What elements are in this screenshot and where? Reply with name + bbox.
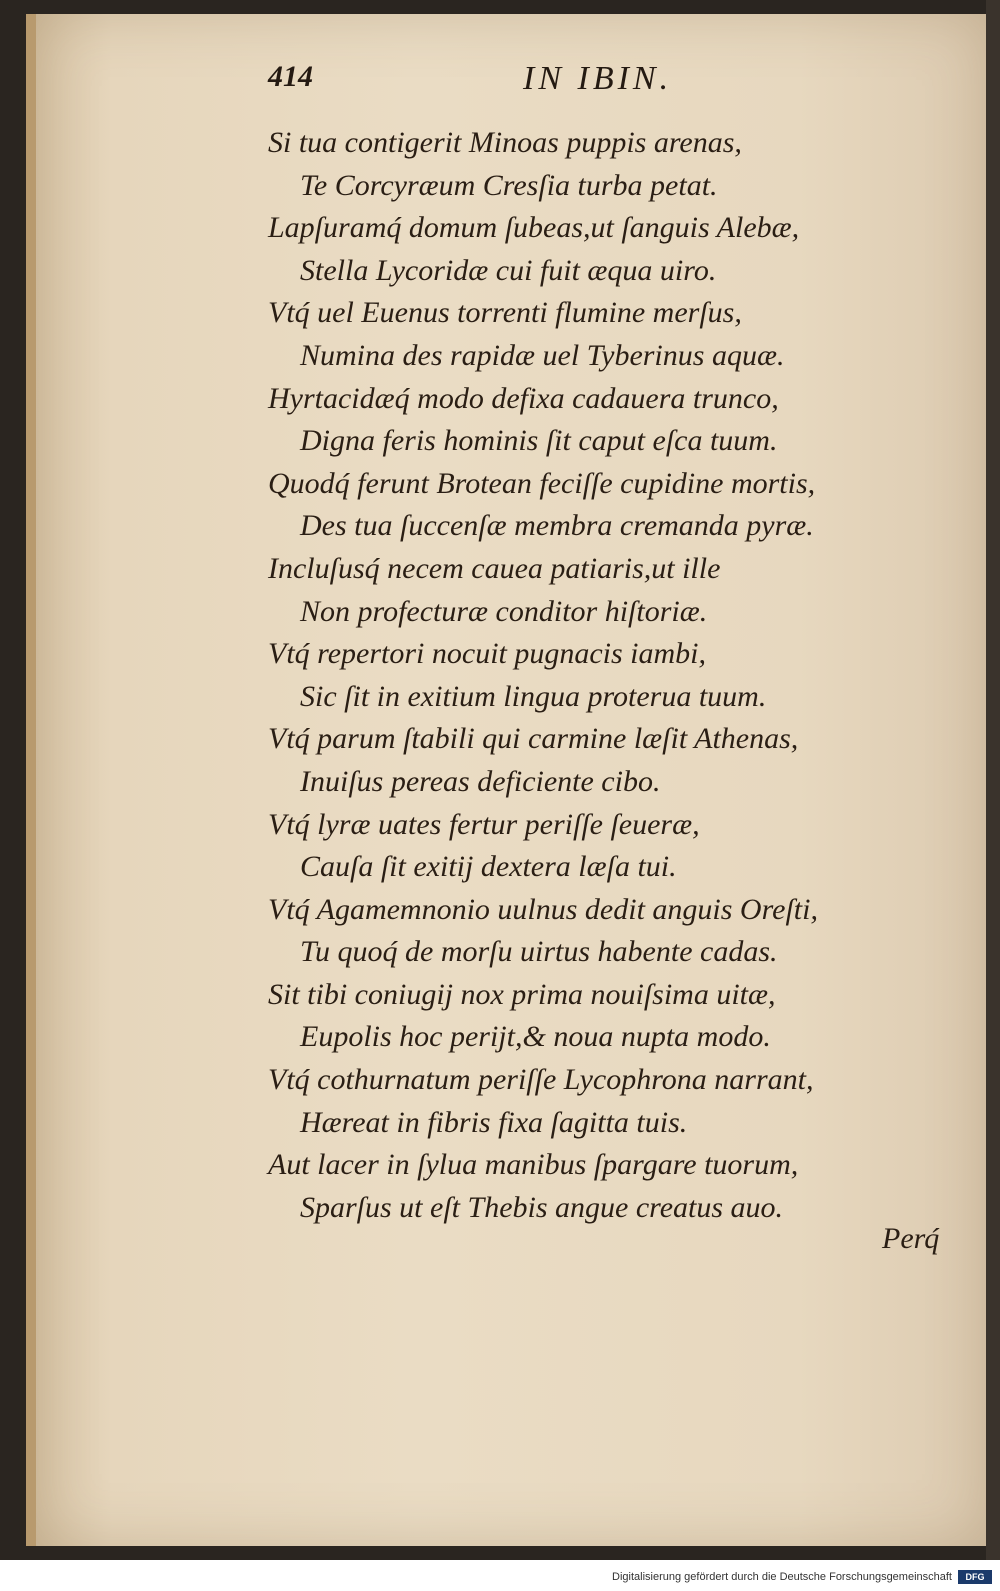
verse-line: Non profecturæ conditor hiſtoriæ. <box>300 594 708 628</box>
verse-line: Lapſuramq́ domum ſubeas,ut ſanguis Alebæ, <box>268 211 800 245</box>
verse-line: Sic ſit in exitium lingua proterua tuum. <box>300 679 767 713</box>
catchword: Perq́ <box>882 1222 940 1255</box>
footer-bar <box>0 1560 1000 1591</box>
verse-line: Vtq́ uel Euenus torrenti flumine merſus, <box>268 296 742 330</box>
verse-line: Numina des rapidæ uel Tyberinus aquæ. <box>300 338 785 372</box>
verse-line: Vtq́ cothurnatum periſſe Lycophrona narrant, <box>268 1063 814 1097</box>
verse-line: Stella Lycoridæ cui fuit æqua uiro. <box>300 253 717 287</box>
page-header <box>268 60 738 100</box>
verse-line: Vtq́ repertori nocuit pugnacis iambi, <box>268 637 707 671</box>
dfg-logo: DFG <box>958 1570 992 1584</box>
verse-line: Cauſa ſit exitij dextera læſa tui. <box>300 850 677 884</box>
verse-line: Sparſus ut eſt Thebis angue creatus auo. <box>300 1190 784 1224</box>
verse-line: Quodq́ ferunt Brotean feciſſe cupidine mortis, <box>268 466 816 500</box>
verse-line: Eupolis hoc perijt,& noua nupta modo. <box>300 1020 771 1054</box>
facing-page-edge <box>986 0 1000 1560</box>
verse-line: Hyrtacidæq́ modo defixa cadauera trunco, <box>268 381 779 415</box>
verse-line: Tu quoq́ de morſu uirtus habente cadas. <box>300 935 778 969</box>
verse-line: Vtq́ lyræ uates fertur periſſe ſeueræ, <box>268 807 700 841</box>
page-number: 414 <box>268 60 313 93</box>
verse-line: Sit tibi coniugij nox prima nouiſsima uitæ, <box>268 977 776 1011</box>
verse-block <box>268 122 908 1229</box>
bleed-through-text <box>906 74 966 1374</box>
verse-line: Digna feris hominis ſit caput eſca tuum. <box>300 424 778 458</box>
verse-line: Aut lacer in ſylua manibus ſpargare tuorum, <box>268 1148 799 1182</box>
verse-line: Vtq́ Agamemnonio uulnus dedit anguis Oreſti, <box>268 892 818 926</box>
verse-line: Te Corcyræum Cresſia turba petat. <box>300 168 718 202</box>
verse-line: Vtq́ parum ſtabili qui carmine læſit Athenas, <box>268 722 799 756</box>
verse-line: Si tua contigerit Minoas puppis arenas, <box>268 126 742 159</box>
verse-line: Hæreat in fibris fixa ſagitta tuis. <box>300 1105 688 1139</box>
verse-line: Des tua ſuccenſæ membra cremanda pyræ. <box>300 509 814 543</box>
running-title: IN IBIN. <box>523 60 673 97</box>
verse-line: Inuiſus pereas deficiente cibo. <box>300 764 661 798</box>
funding-credit: Digitalisierung gefördert durch die Deutsche Forschungsgemeinschaft <box>612 1571 952 1583</box>
verse-line: Incluſusq́ necem cauea patiaris,ut ille <box>268 551 721 585</box>
